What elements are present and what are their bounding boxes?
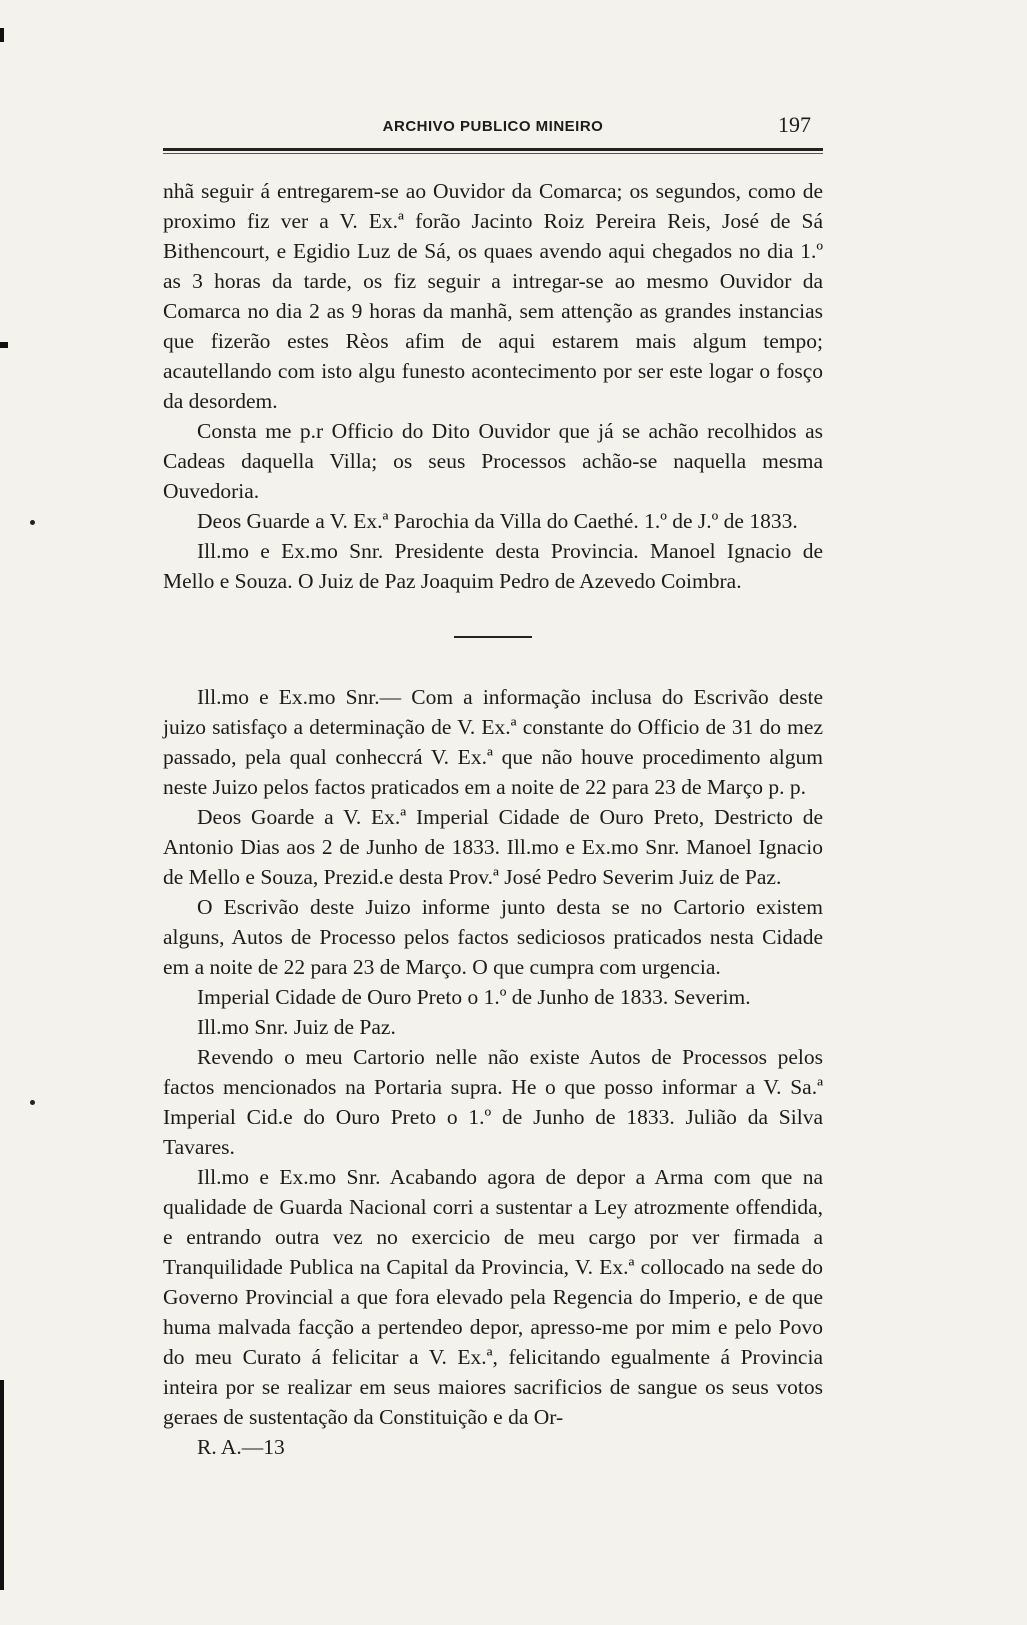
paragraph: O Escrivão deste Juizo informe junto desta se no Cartorio existem alguns, Autos de Processo pelos factos sediciosos praticados nesta Cidade em a noite de 22 para 23 de Março. O que cumpra com urgencia. (163, 895, 823, 979)
paragraph: Ill.mo e Ex.mo Snr. Acabando agora de depor a Arma com que na qualidade de Guarda Nacional corri a sustentar a Ley atrozmente offendida, e entrando outra vez no exercicio de meu cargo por ver firmada a Tranquilidade Publica na Capital da Provincia, V. Ex.ª collocado na sede do Governo Provincial a que fora elevado pela Regencia do Imperio, e de que huma malvada facção a pertendeo depor, apresso-me por mim e pelo Povo do meu Curato á felicitar a V. Ex.ª, felicitando egualmente á Provincia inteira por se realizar em seus maiores sacrificios de sangue os seus votos geraes de sustentação da Constituição e da Or- (163, 1165, 823, 1429)
paragraph: Ill.mo e Ex.mo Snr.— Com a informação inclusa do Escrivão deste juizo satisfaço a determinação de V. Ex.ª constante do Officio de 31 do mez passado, pela qual conheccrá V. Ex.ª que não houve procedimento algum neste Juizo pelos factos praticados em a noite de 22 para 23 de Março p. p. (163, 685, 823, 799)
header-rule-thin (163, 153, 823, 154)
paragraph: Imperial Cidade de Ouro Preto o 1.º de Junho de 1833. Severim. (197, 985, 751, 1009)
paragraph: Ill.mo e Ex.mo Snr. Presidente desta Provincia. Manoel Ignacio de Mello e Souza. O Juiz de Paz Joaquim Pedro de Azevedo Coimbra. (163, 539, 823, 593)
running-title: ARCHIVO PUBLICO MINEIRO (382, 118, 604, 135)
page-number: 197 (778, 112, 811, 137)
page-body (163, 176, 823, 1462)
section-separator (454, 636, 532, 638)
paragraph: Deos Guarde a V. Ex.ª Parochia da Villa do Caethé. 1.º de J.º de 1833. (197, 509, 798, 533)
paragraph: Deos Goarde a V. Ex.ª Imperial Cidade de Ouro Preto, Destricto de Antonio Dias aos 2 de Junho de 1833. Ill.mo e Ex.mo Snr. Manoel Ignacio de Mello e Souza, Prezid.e desta Prov.ª José Pedro Severim Juiz de Paz. (163, 805, 823, 889)
header-rule (163, 148, 823, 151)
paragraph: nhã seguir á entregarem-se ao Ouvidor da Comarca; os segundos, como de proximo fiz ver a V. Ex.ª forão Jacinto Roiz Pereira Reis, José de Sá Bithencourt, e Egidio Luz de Sá, os quaes avendo aqui chegados no dia 1.º as 3 horas da tarde, os fiz seguir a intregar-se ao mesmo Ouvidor da Comarca no dia 2 as 9 horas da manhã, sem attenção as grandes instancias que fizerão estes Rèos afim de aqui estarem mais algum tempo; acautellando com isto algu funesto acontecimento por ser este logar o fosço da desordem. (163, 179, 823, 413)
margin-dot (30, 520, 35, 525)
page-header (163, 108, 823, 142)
scan-edge-mark (0, 1380, 4, 1590)
paragraph: Revendo o meu Cartorio nelle não existe Autos de Processos pelos factos mencionados na Portaria supra. He o que posso informar a V. Sa.ª Imperial Cid.e do Ouro Preto o 1.º de Junho de 1833. Julião da Silva Tavares. (163, 1045, 823, 1159)
paragraph: Ill.mo Snr. Juiz de Paz. (197, 1015, 396, 1039)
scan-edge-mark (0, 342, 8, 348)
margin-dot (30, 1100, 35, 1105)
signature-mark: R. A.—13 (197, 1435, 285, 1459)
scan-edge-mark (0, 28, 4, 42)
paragraph: Consta me p.r Officio do Dito Ouvidor que já se achão recolhidos as Cadeas daquella Villa; os seus Processos achão-se naquella mesma Ouvedoria. (163, 419, 823, 503)
